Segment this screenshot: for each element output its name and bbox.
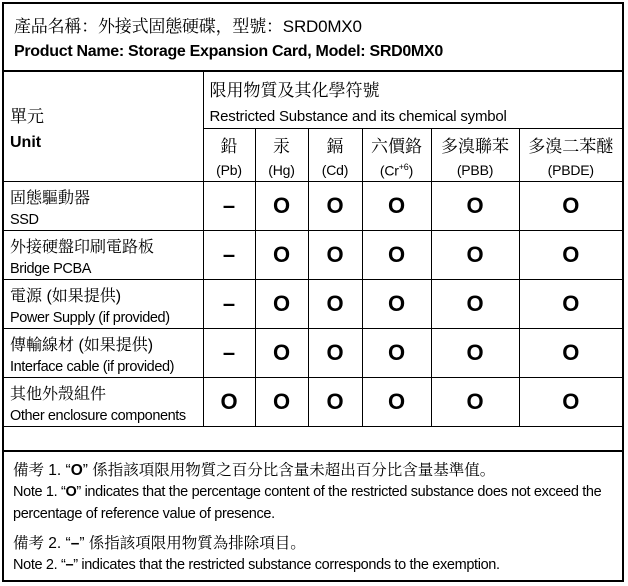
table-row: [4, 280, 622, 329]
mark-cell: O: [519, 182, 622, 231]
unit-label-en: Unit: [10, 133, 42, 151]
mark-cell: O: [431, 182, 519, 231]
mark-cell: O: [308, 280, 362, 329]
mark-cell: O: [362, 378, 431, 427]
mark-cell: O: [431, 231, 519, 280]
mark-cell: O: [255, 231, 308, 280]
table-row: [4, 378, 622, 427]
mark-cell: O: [362, 182, 431, 231]
mark-cell: O: [308, 231, 362, 280]
restricted-substance-en: Restricted Substance and its chemical symbol: [209, 108, 507, 125]
note-1-en: Note 1. “O” indicates that the percentage content of the restricted substance does not exceed the: [13, 484, 602, 500]
table-row: [4, 231, 622, 280]
component-enclosure: 其他外殼組件 Other enclosure components: [4, 378, 203, 427]
mark-cell: O: [519, 329, 622, 378]
rohs-declaration-document: [2, 2, 624, 582]
product-name-en: Product Name: Storage Expansion Card, Model: SRD0MX0: [14, 43, 443, 60]
mark-cell: O: [519, 231, 622, 280]
mark-cell: –: [203, 182, 255, 231]
table-row: [4, 329, 622, 378]
mark-cell: O: [308, 378, 362, 427]
mark-cell: O: [519, 280, 622, 329]
mark-cell: O: [431, 378, 519, 427]
substance-lead: 鉛 (Pb): [203, 129, 255, 182]
mark-cell: O: [308, 329, 362, 378]
mark-cell: O: [431, 280, 519, 329]
component-power-supply: 電源 (如果提供) Power Supply (if provided): [4, 280, 203, 329]
restricted-substance-header: [203, 72, 622, 129]
component-interface-cable: 傳輸線材 (如果提供) Interface cable (if provided): [4, 329, 203, 378]
note-1-en-line2: percentage of reference value of presence.: [13, 506, 275, 522]
product-header: [4, 4, 622, 72]
mark-cell: O: [431, 329, 519, 378]
mark-cell: O: [362, 231, 431, 280]
mark-cell: O: [519, 378, 622, 427]
table-row: [4, 182, 622, 231]
mark-cell: O: [203, 378, 255, 427]
product-name-zh: 產品名稱：外接式固態硬碟，型號：SRD0MX0: [14, 17, 362, 36]
substance-pbb: 多溴聯苯 (PBB): [431, 129, 519, 182]
note-2-en: Note 2. “–” indicates that the restricted substance corresponds to the exemption.: [13, 557, 500, 573]
mark-cell: O: [362, 280, 431, 329]
component-bridge-pcba: 外接硬盤印刷電路板 Bridge PCBA: [4, 231, 203, 280]
mark-cell: O: [255, 182, 308, 231]
substance-cadmium: 鎘 (Cd): [308, 129, 362, 182]
mark-cell: –: [203, 280, 255, 329]
mark-cell: O: [308, 182, 362, 231]
substance-pbde: 多溴二苯醚 (PBDE): [519, 129, 622, 182]
mark-cell: O: [255, 280, 308, 329]
substance-hexavalent-chromium: 六價鉻 $(Cr^{+6})$: [362, 129, 431, 182]
unit-header-cell: [4, 72, 203, 182]
mark-cell: –: [203, 329, 255, 378]
mark-cell: O: [255, 329, 308, 378]
substance-mercury: 汞 (Hg): [255, 129, 308, 182]
restricted-substance-table: [4, 72, 622, 427]
component-ssd: 固態驅動器 SSD: [4, 182, 203, 231]
mark-cell: O: [255, 378, 308, 427]
note-1-zh: 備考 1. “O” 係指該項限用物質之百分比含量未超出百分比含量基準值。: [13, 462, 496, 479]
mark-cell: –: [203, 231, 255, 280]
restricted-substance-zh: 限用物質及其化學符號: [209, 81, 380, 100]
unit-label-zh: 單元: [10, 106, 44, 126]
note-2-zh: 備考 2. “–” 係指該項限用物質為排除項目。: [13, 535, 306, 552]
notes-section: [4, 450, 622, 580]
mark-cell: O: [362, 329, 431, 378]
